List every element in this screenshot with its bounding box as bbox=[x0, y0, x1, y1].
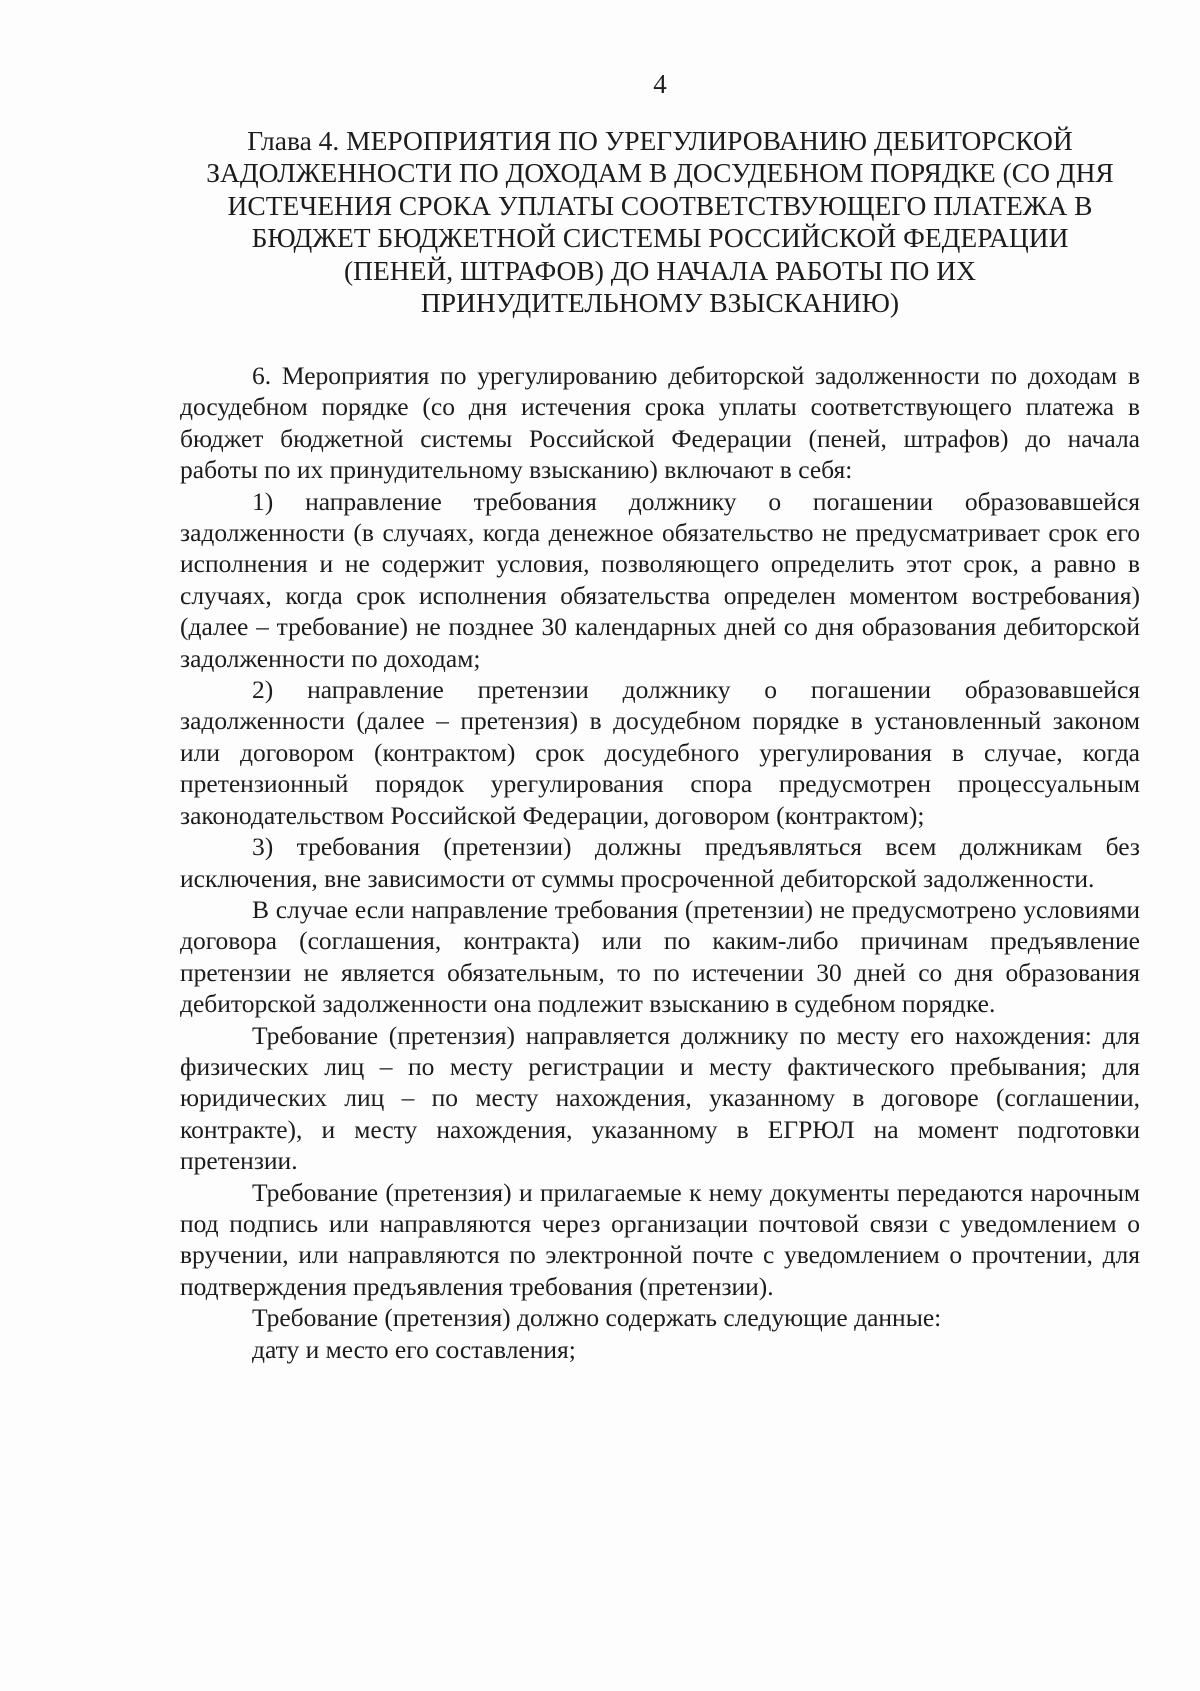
chapter-title-line: ИСТЕЧЕНИЯ СРОКА УПЛАТЫ СООТВЕТСТВУЮЩЕГО ПЛАТЕЖА В bbox=[227, 189, 1093, 221]
chapter-title-line: Глава 4. МЕРОПРИЯТИЯ ПО УРЕГУЛИРОВАНИЮ ДЕБИТОРСКОЙ bbox=[247, 125, 1073, 156]
chapter-title-line: ЗАДОЛЖЕННОСТИ ПО ДОХОДАМ В ДОСУДЕБНОМ ПОРЯДКЕ (СО ДНЯ bbox=[206, 157, 1114, 189]
paragraph-required-data: Требование (претензия) должно содержать следующие данные: bbox=[252, 1303, 942, 1333]
paragraph-subitem-2: 2) направление претензии должнику о погашении образовавшейся задолженности (далее – претензия) в досудебном порядке в установленный законом или договором (контрактом) срок досудебного урегулирования в случае, когда претензионный порядок урегулирования спора предусмотрен процессуальным законодательством Российской Федерации, договором (контрактом); bbox=[180, 675, 1140, 830]
paragraph-delivery-method: Требование (претензия) и прилагаемые к нему документы передаются нарочным под подпись или направляются через организации почтовой связи с уведомлением о вручении, или направляются по электронной почте с уведомлением о прочтении, для подтверждения предъявления требования (претензии). bbox=[180, 1177, 1140, 1301]
paragraph-court-recovery: В случае если направление требования (претензии) не предусмотрено условиями договора (соглашения, контракта) или по каким-либо причинам предъявление претензии не является обязательным, то по истечении 30 дней со дня образования дебиторской задолженности она подлежит взысканию в судебном порядке. bbox=[180, 894, 1140, 1019]
paragraph-date-place: дату и место его составления; bbox=[252, 1334, 576, 1364]
chapter-title-line: (ПЕНЕЙ, ШТРАФОВ) ДО НАЧАЛА РАБОТЫ ПО ИХ bbox=[343, 254, 977, 286]
page-number: 4 bbox=[653, 69, 667, 99]
chapter-title-line: БЮДЖЕТ БЮДЖЕТНОЙ СИСТЕМЫ РОССИЙСКОЙ ФЕДЕРАЦИИ bbox=[251, 222, 1069, 254]
paragraph-item-6: 6. Мероприятия по урегулированию дебиторской задолженности по доходам в досудебном порядке (со дня истечения срока уплаты соответствующего платежа в бюджет бюджетной системы Российской Федерации (пеней, штрафов) до начала работы по их принудительному взысканию) включают в себя: bbox=[180, 361, 1140, 485]
paragraph-subitem-1: 1) направление требования должнику о погашении образовавшейся задолженности (в случаях, когда денежное обязательство не предусматривает срок его исполнения и не содержит условия, позволяющего определить этот срок, а равно в случаях, когда срок исполнения обязательства определен моментом востребования) (далее – требование) не позднее 30 календарных дней со дня образования дебиторской задолженности по доходам; bbox=[180, 486, 1140, 673]
paragraph-subitem-3: 3) требования (претензии) должны предъявляться всем должникам без исключения, вне зависимости от суммы просроченной дебиторской задолженности. bbox=[180, 832, 1140, 893]
chapter-title-line: ПРИНУДИТЕЛЬНОМУ ВЗЫСКАНИЮ) bbox=[420, 287, 900, 319]
chapter-title bbox=[180, 125, 1140, 319]
document-body bbox=[180, 360, 1140, 1365]
paragraph-delivery-address: Требование (претензия) направляется должнику по месту его нахождения: для физических лиц – по месту регистрации и месту фактического пребывания; для юридических лиц – по месту нахождения, указанному в договоре (соглашении, контракте), и месту нахождения, указанному в ЕГРЮЛ на момент подготовки претензии. bbox=[180, 1020, 1140, 1176]
